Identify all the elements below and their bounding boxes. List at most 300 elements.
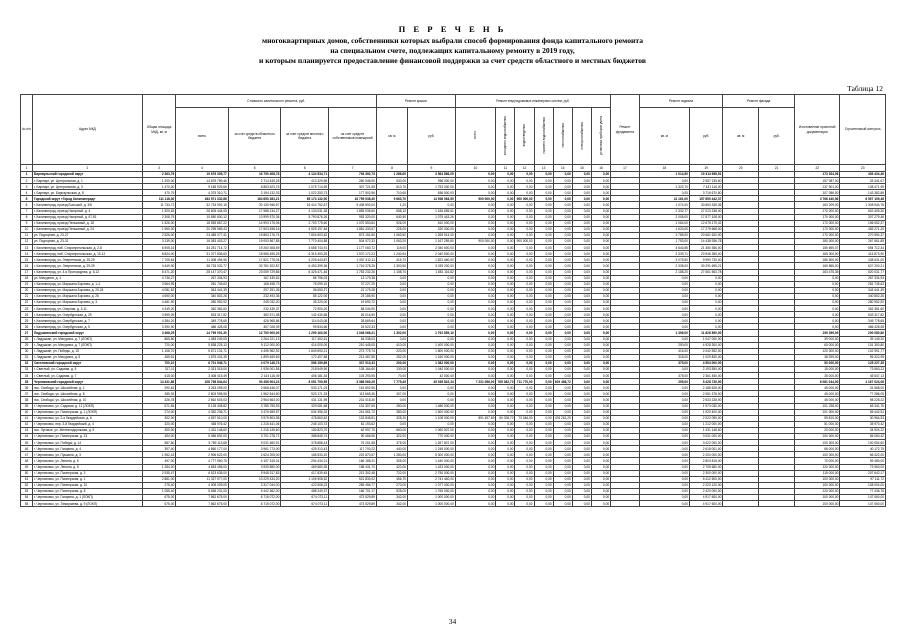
table-cell: 0,00 <box>795 306 840 312</box>
table-cell: 290,00 <box>639 342 689 348</box>
table-cell: 0,00 <box>553 458 572 464</box>
table-cell: 1 215 441,06 <box>228 421 281 427</box>
table-cell: 7 431 116,00 <box>689 184 722 190</box>
table-cell: 656 500,00 <box>407 190 455 196</box>
table-cell: 0,00 <box>534 434 553 440</box>
table-cell: 0,00 <box>534 360 553 366</box>
table-cell: 0,00 <box>639 446 689 452</box>
row-number: 35 <box>21 379 33 385</box>
table-cell: 0,00 <box>639 409 689 415</box>
table-cell: 415,00 <box>142 373 175 379</box>
table-cell: 533 171,03 <box>281 385 329 391</box>
table-cell: 167 439,62 <box>228 275 281 281</box>
table-cell: 0,00 <box>455 220 496 226</box>
table-cell: 70 000,00 <box>795 458 840 464</box>
table-cell: 1 400 000,00 <box>407 342 455 348</box>
table-cell: 207 642,17 <box>840 470 886 476</box>
table-cell: 1 063,20 <box>376 239 407 245</box>
column-number: 8 <box>376 165 407 172</box>
table-cell: 420,00 <box>376 464 407 470</box>
table-cell: 0,00 <box>795 299 840 305</box>
column-number: 19 <box>689 165 722 172</box>
table-cell: 0,00 <box>496 226 515 232</box>
table-cell: 397,40 <box>142 446 175 452</box>
row-address: г. Черняховск, ул. Победы, д. 14 <box>32 440 142 446</box>
table-cell: 1 302,00 <box>376 330 407 336</box>
table-cell: 35 000,00 <box>795 373 840 379</box>
table-cell: 0,00 <box>496 427 515 433</box>
table-cell: 3 766 440,56 <box>795 196 840 202</box>
table-cell: 0,00 <box>455 409 496 415</box>
table-cell: 0,00 <box>376 318 407 324</box>
table-cell: 59 480,00 <box>840 458 886 464</box>
table-cell: 6 863 623,76 <box>228 184 281 190</box>
table-cell: 0,00 <box>572 306 591 312</box>
table-cell: 2 040 600,00 <box>407 251 455 257</box>
table-cell: 1 167 024,06 <box>840 379 886 385</box>
table-cell: 1 064,00 <box>639 220 689 226</box>
table-cell: 6 523 635,00 <box>176 470 229 476</box>
table-cell: 0,00 <box>496 434 515 440</box>
table-cell: 19 260 308,69 <box>228 245 281 251</box>
table-cell: 45 939 822,34 <box>407 379 455 385</box>
table-cell: 0,00 <box>591 342 610 348</box>
table-cell: 20 295 969,43 <box>176 226 229 232</box>
table-cell: 794 392,73 <box>329 172 377 178</box>
table-cell: 0,00 <box>515 421 534 427</box>
table-cell: 0,00 <box>639 306 689 312</box>
table-cell: 3 039 200,00 <box>407 263 455 269</box>
table-cell: 2 193 550,00 <box>689 367 722 373</box>
table-cell: 458 976,42 <box>176 421 229 427</box>
table-cell: 180 000,00 <box>795 239 840 245</box>
table-cell: 0,00 <box>553 318 572 324</box>
table-cell: 0,00 <box>639 275 689 281</box>
table-cell: 0,00 <box>376 336 407 342</box>
table-cell: 30 964,53 <box>840 415 886 421</box>
table-cell: 0,00 <box>689 287 722 293</box>
header-sys-cold <box>496 108 515 165</box>
table-cell: 4 081,52 <box>142 287 175 293</box>
table-cell: 5 412 500,00 <box>689 476 722 482</box>
table-cell: 58 044,90 <box>329 306 377 312</box>
table-cell: 0,00 <box>496 342 515 348</box>
row-number: 20 <box>21 287 33 293</box>
table-cell: 117 492,61 <box>281 336 329 342</box>
table-cell: 19 053 567,85 <box>228 239 281 245</box>
table-cell: 0,00 <box>455 202 496 208</box>
table-cell: 0,00 <box>515 306 534 312</box>
table-cell: 10 229 434,20 <box>228 476 281 482</box>
table-cell: 0,00 <box>455 427 496 433</box>
column-number: 10 <box>455 165 496 172</box>
row-number: 12 <box>21 239 33 245</box>
table-cell: 0,00 <box>553 299 572 305</box>
row-number: 52 <box>21 482 33 488</box>
table-cell: 710,60 <box>376 190 407 196</box>
table-cell: 0,00 <box>534 190 553 196</box>
table-cell: 117 700,22 <box>329 446 377 452</box>
row-address: г. Калининград, ул. Маршала Борзова, д. 26 <box>32 293 142 299</box>
table-cell: 0,00 <box>515 470 534 476</box>
table-cell: 0,00 <box>572 348 591 354</box>
table-cell: 73 960,00 <box>840 464 886 470</box>
table-cell: 0,00 <box>515 367 534 373</box>
table-cell: 0,00 <box>496 214 515 220</box>
table-cell: 65 174 132,00 <box>281 196 329 202</box>
table-cell: 0,00 <box>376 421 407 427</box>
table-cell: 0,00 <box>572 421 591 427</box>
table-cell: 891 497,69 <box>455 415 496 421</box>
table-cell: 0,00 <box>639 434 689 440</box>
table-cell: 0,00 <box>515 440 534 446</box>
table-cell: 0,00 <box>689 275 722 281</box>
table-cell: 280,00 <box>376 403 407 409</box>
table-cell: 1 158,70 <box>376 269 407 275</box>
table-cell: 18 555 867,22 <box>176 220 229 226</box>
table-cell: 0,00 <box>496 385 515 391</box>
table-cell: 19 679 305,77 <box>176 172 229 178</box>
table-cell: 640,50 <box>376 214 407 220</box>
table-cell: 2 040 600,00 <box>407 245 455 251</box>
table-cell: 220,00 <box>376 348 407 354</box>
table-cell: 1 108,70 <box>142 348 175 354</box>
table-cell: 0,00 <box>534 421 553 427</box>
table-cell: 1 973 030,00 <box>689 403 722 409</box>
table-cell: 0,00 <box>572 367 591 373</box>
table-cell: 0,00 <box>591 367 610 373</box>
table-cell: 55 322,95 <box>840 354 886 360</box>
table-cell: 1 167 259,60 <box>407 239 455 245</box>
table-cell: 0,00 <box>515 324 534 330</box>
row-address: г. Черняховск, ул. Тимирязева, д. 9 (ЛОКП) <box>32 501 142 507</box>
sys3-label: водоотведения <box>522 124 527 147</box>
table-cell: 16 795 938,40 <box>329 196 377 202</box>
column-number: 14 <box>553 165 572 172</box>
table-cell: 1 520,63 <box>142 208 175 214</box>
table-cell: 0,00 <box>639 501 689 507</box>
row-number: 28 <box>21 336 33 342</box>
table-cell: 35 220,00 <box>281 299 329 305</box>
table-cell: 1 855 935,60 <box>329 208 377 214</box>
table-cell: 7 804 603,62 <box>281 232 329 238</box>
table-cell: 0,00 <box>639 190 689 196</box>
table-cell: 674 073,11 <box>281 501 329 507</box>
table-cell: 1 063,50 <box>376 232 407 238</box>
table-cell: 93 456 004,24 <box>228 379 281 385</box>
row-address: пос. Свобода, ул. Шоссейная, д. 1 <box>32 385 142 391</box>
table-cell: 0,00 <box>496 196 515 202</box>
table-cell: 0,00 <box>591 452 610 458</box>
table-cell: 1 716 378,25 <box>329 263 377 269</box>
table-cell: 0,00 <box>455 312 496 318</box>
table-cell: 281 745,63 <box>840 281 886 287</box>
table-cell: 2 363,76 <box>142 172 175 178</box>
table-cell: 5 948 317,83 <box>228 470 281 476</box>
table-cell: 0,00 <box>591 403 610 409</box>
table-cell: 120 000,00 <box>795 348 840 354</box>
table-cell: 1 216 149,60 <box>228 427 281 433</box>
table-cell: 610,70 <box>376 184 407 190</box>
table-cell: 0,00 <box>534 220 553 226</box>
table-cell: 0,00 <box>515 482 534 488</box>
table-cell: 0,00 <box>591 434 610 440</box>
table-cell: 225,00 <box>376 226 407 232</box>
table-cell: 4 777 960,75 <box>176 458 229 464</box>
table-cell: 0,00 <box>689 299 722 305</box>
table-cell: 0,00 <box>553 190 572 196</box>
row-address: г. Светлый, ул. Садовая, д. 7 <box>32 373 142 379</box>
table-cell: 0,00 <box>572 464 591 470</box>
row-number: 47 <box>21 452 33 458</box>
table-cell: 41 161,00 <box>639 196 689 202</box>
table-cell: 0,00 <box>455 318 496 324</box>
table-cell: 473 529,89 <box>329 501 377 507</box>
table-cell: 72 900,20 <box>281 306 329 312</box>
column-number: 15 <box>572 165 591 172</box>
table-cell: 2 188 525,00 <box>689 385 722 391</box>
table-cell: 388 845,74 <box>281 434 329 440</box>
table-cell: 0,00 <box>591 415 610 421</box>
table-cell: 2 005,00 <box>639 214 689 220</box>
table-cell: 20 000,00 <box>795 427 840 433</box>
table-cell: 4 525 197,48 <box>281 226 329 232</box>
table-cell: 0,00 <box>407 312 455 318</box>
table-cell: 3 408 415,49 <box>176 373 229 379</box>
header-doc: Изготовление проектной документации <box>795 95 840 165</box>
table-cell: 1 265 914,00 <box>407 232 455 238</box>
table-cell: 2 051 375,00 <box>689 391 722 397</box>
table-cell: 20 661 620,00 <box>689 232 722 238</box>
table-cell: 342,00 <box>376 494 407 500</box>
table-cell: 0,00 <box>795 281 840 287</box>
table-cell: 0,00 <box>534 263 553 269</box>
table-cell: 166 185,21 <box>329 458 377 464</box>
table-cell: 0,00 <box>496 452 515 458</box>
table-cell: 28 147 370,47 <box>176 269 229 275</box>
table-cell: 1 936 001,55 <box>228 367 281 373</box>
table-cell: 65 341,76 <box>840 403 886 409</box>
table-cell <box>611 501 640 507</box>
table-cell: 0,00 <box>455 367 496 373</box>
table-cell: 1 014,50 <box>639 172 689 178</box>
table-cell: 0,00 <box>639 312 689 318</box>
table-cell: 213 302,48 <box>329 470 377 476</box>
table-cell: 0,00 <box>572 403 591 409</box>
table-cell: 0,00 <box>455 178 496 184</box>
table-cell: 38 399,00 <box>795 354 840 360</box>
table-cell: 0,00 <box>553 336 572 342</box>
table-cell: 103 293,95 <box>329 373 377 379</box>
table-cell: 33 341,67 <box>840 178 886 184</box>
table-cell: 1 320,70 <box>639 184 689 190</box>
table-cell: 26 016,59 <box>329 312 377 318</box>
table-cell: 0,00 <box>591 354 610 360</box>
table-cell: 2 954 663,00 <box>228 397 281 403</box>
table-cell: 0,00 <box>553 251 572 257</box>
table-cell: 0,00 <box>553 220 572 226</box>
table-cell: 19 863 176,74 <box>228 232 281 238</box>
table-cell: 27 661 563,78 <box>689 269 722 275</box>
table-cell: 1 284,00 <box>142 464 175 470</box>
table-cell: 0,00 <box>591 421 610 427</box>
table-cell: 0,00 <box>534 196 553 202</box>
table-cell: 0,00 <box>496 318 515 324</box>
table-label: Таблица 12 <box>847 84 883 93</box>
table-cell: 0,00 <box>455 208 496 214</box>
table-cell: 0,00 <box>455 342 496 348</box>
table-cell: 0,00 <box>455 232 496 238</box>
table-cell: 0,00 <box>591 172 610 178</box>
table-cell: 165 533,20 <box>281 452 329 458</box>
table-cell: 660,00 <box>376 427 407 433</box>
table-cell: 9 408 590,00 <box>329 202 377 208</box>
table-cell: 0,00 <box>534 373 553 379</box>
table-cell: 0,00 <box>515 312 534 318</box>
table-cell: 0,00 <box>591 360 610 366</box>
table-cell: 0,00 <box>407 391 455 397</box>
table-cell: 85 122,00 <box>281 293 329 299</box>
table-cell: 675,00 <box>142 501 175 507</box>
table-cell: 0,00 <box>795 287 840 293</box>
table-cell: 0,00 <box>455 257 496 263</box>
table-cell: 40 172,79 <box>840 446 886 452</box>
table-cell: 0,00 <box>591 184 610 190</box>
table-cell: 0,00 <box>455 287 496 293</box>
table-cell: 307 721,55 <box>329 184 377 190</box>
table-cell: 0,00 <box>407 202 455 208</box>
table-cell: 0,00 <box>534 275 553 281</box>
table-cell: 0,00 <box>689 324 722 330</box>
table-cell: 320 000,00 <box>407 226 455 232</box>
table-cell: 0,00 <box>515 318 534 324</box>
table-cell: 528,00 <box>376 488 407 494</box>
table-cell: 5 031 560,91 <box>228 440 281 446</box>
table-cell: 11 826 890,00 <box>689 330 722 336</box>
table-cell: 2 741 440,00 <box>407 476 455 482</box>
table-cell: 0,00 <box>572 312 591 318</box>
table-cell: 28 669,64 <box>329 318 377 324</box>
row-address: ул. Подгорная, д. 23-31 <box>32 239 142 245</box>
row-number: 25 <box>21 318 33 324</box>
table-cell: 37 227,25 <box>329 281 377 287</box>
table-cell: 0,00 <box>534 239 553 245</box>
table-cell: 7 775,49 <box>376 379 407 385</box>
table-cell: 166 701,17 <box>329 488 377 494</box>
column-number: 18 <box>639 165 689 172</box>
table-cell: 0,00 <box>639 421 689 427</box>
table-cell: 101 238,00 <box>795 403 840 409</box>
table-cell: 3 476 659,57 <box>228 409 281 415</box>
table-cell: 108 004,00 <box>840 482 886 488</box>
table-cell: 0,00 <box>534 281 553 287</box>
table-cell: 0,00 <box>639 287 689 293</box>
table-cell: 337 913,33 <box>329 360 377 366</box>
table-cell: 0,00 <box>376 324 407 330</box>
table-cell: 0,00 <box>639 488 689 494</box>
table-cell: 504 972,33 <box>329 239 377 245</box>
table-cell: 0,00 <box>515 434 534 440</box>
row-number: 17 <box>21 269 33 275</box>
table-cell: 2 300 000,00 <box>689 470 722 476</box>
table-cell: 280 952,92 <box>840 299 886 305</box>
table-cell: 0,00 <box>591 208 610 214</box>
table-cell: 1 300,50 <box>376 263 407 269</box>
table-cell: 0,00 <box>572 470 591 476</box>
table-cell: 168 498,73 <box>228 281 281 287</box>
table-cell: 417 839,45 <box>281 470 329 476</box>
table-cell: 0,00 <box>496 482 515 488</box>
table-cell: 0,00 <box>515 336 534 342</box>
table-cell: 720,00 <box>142 342 175 348</box>
table-cell: 873 151,80 <box>329 232 377 238</box>
table-cell: 0,00 <box>572 196 591 202</box>
table-cell: 340 802,26 <box>176 293 229 299</box>
table-cell: 165 000,00 <box>795 251 840 257</box>
table-cell: 0,00 <box>534 482 553 488</box>
table-cell: 1,20 <box>376 202 407 208</box>
table-cell: 7 705,54 <box>142 257 175 263</box>
table-cell: 0,00 <box>534 324 553 330</box>
sys7-label: установка приборов учета <box>598 115 603 155</box>
table-cell: 0,00 <box>407 275 455 281</box>
table-cell: 86 796,03 <box>281 275 329 281</box>
table-cell: 1 074,00 <box>639 202 689 208</box>
table-cell: 0,00 <box>515 409 534 415</box>
row-number: 51 <box>21 476 33 482</box>
table-cell: 0,00 <box>553 348 572 354</box>
table-cell: 0,00 <box>376 281 407 287</box>
table-cell: 0,00 <box>515 452 534 458</box>
table-cell: 50 000,00 <box>795 360 840 366</box>
table-cell: 0,00 <box>515 397 534 403</box>
table-cell: 0,00 <box>591 299 610 305</box>
table-cell: 267 661,85 <box>840 239 886 245</box>
header-control: Строительный контроль <box>840 95 886 165</box>
table-cell: 0,00 <box>534 367 553 373</box>
table-cell: 0,00 <box>496 281 515 287</box>
table-cell: 0,00 <box>515 476 534 482</box>
table-cell: 0,00 <box>534 184 553 190</box>
table-cell: 1 762 859,10 <box>407 330 455 336</box>
table-cell: 3 139,00 <box>142 239 175 245</box>
table-cell: 1 280,00 <box>376 452 407 458</box>
table-cell: 0,00 <box>455 476 496 482</box>
row-number: 27 <box>21 330 33 336</box>
row-number: 29 <box>21 342 33 348</box>
table-cell: 453 434,46 <box>840 172 886 178</box>
table-cell: 100 000,00 <box>795 501 840 507</box>
table-cell: 362 381,60 <box>840 306 886 312</box>
table-cell: 0,00 <box>534 251 553 257</box>
table-cell: 533 317,82 <box>176 312 229 318</box>
table-cell: 0,00 <box>515 385 534 391</box>
table-cell: 0,00 <box>553 184 572 190</box>
table-cell: 0,00 <box>639 464 689 470</box>
header-sys-meter <box>591 108 610 165</box>
table-cell: 252,00 <box>376 354 407 360</box>
table-cell: 0,00 <box>572 245 591 251</box>
table-cell: 711 770,00 <box>516 379 533 384</box>
row-address: Ладушкинский городской округ <box>32 330 142 336</box>
table-cell: 378 888,43 <box>281 440 329 446</box>
table-cell: 0,00 <box>553 269 572 275</box>
title-line-1: многоквартирных домов, собственники которых выбрали способ формирования фонда капитального ремонта <box>261 36 644 45</box>
row-number: 7 <box>21 208 33 214</box>
table-cell: 120 000,00 <box>795 464 840 470</box>
table-cell: 45 547,13 <box>840 373 886 379</box>
table-cell: 172 407,68 <box>281 354 329 360</box>
